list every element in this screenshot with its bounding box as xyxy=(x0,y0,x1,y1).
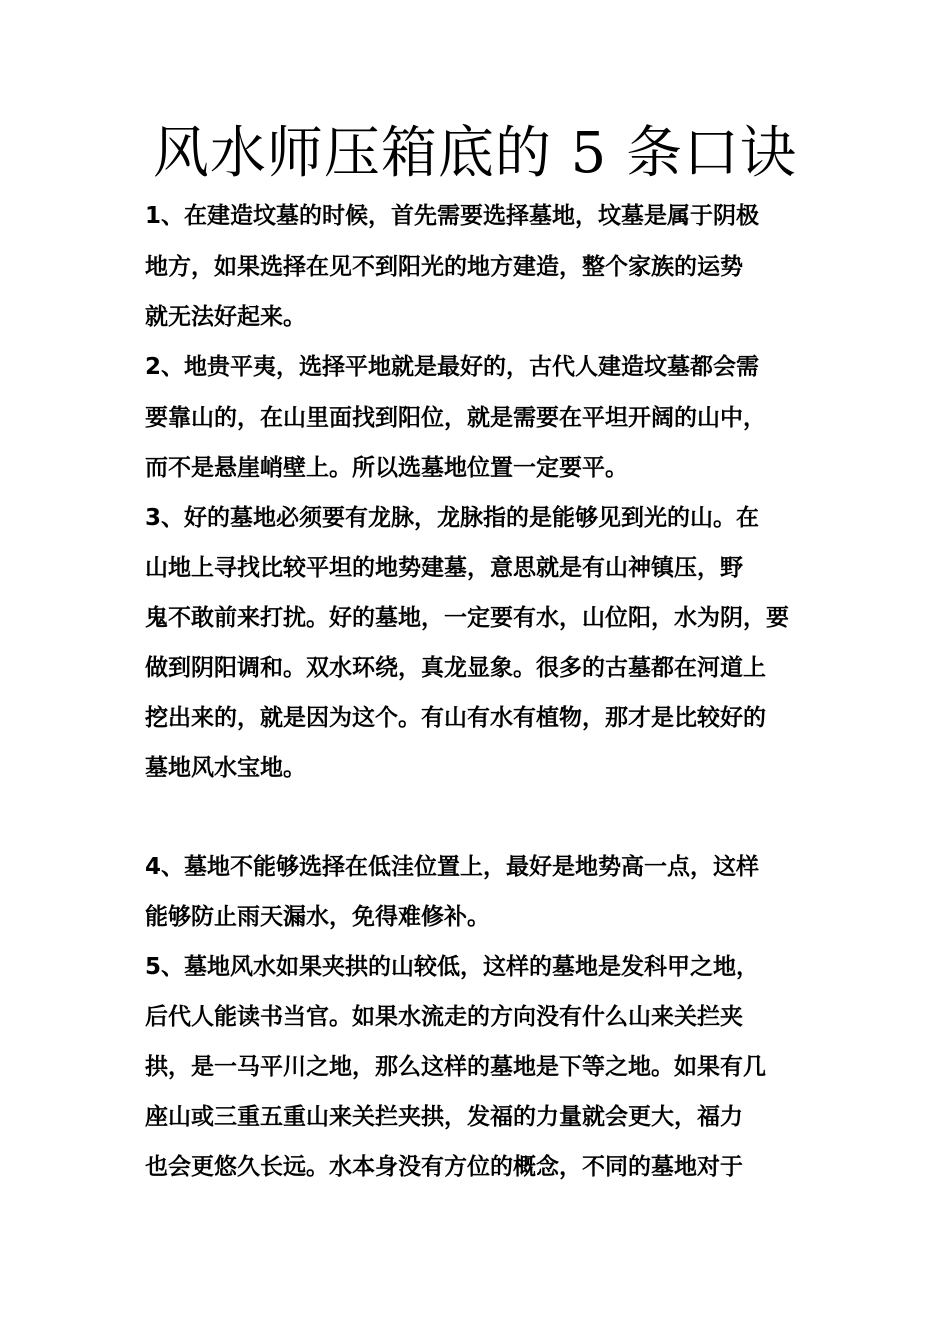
body-line: 挖出来的，就是因为这个。有山有水有植物，那才是比较好的 xyxy=(145,705,766,731)
body-line: 能够防止雨天漏水，免得难修补。 xyxy=(145,904,490,930)
body-line: 做到阴阳调和。双水环绕，真龙显象。很多的古墓都在河道上 xyxy=(145,655,766,681)
body-line: 拱，是一马平川之地，那么这样的墓地是下等之地。如果有几 xyxy=(145,1054,766,1080)
body-line: 山地上寻找比较平坦的地势建墓，意思就是有山神镇压，野 xyxy=(145,555,743,581)
document-title: 风水师压箱底的 5 条口诀 xyxy=(152,121,798,186)
body-line: 4、墓地不能够选择在低洼位置上，最好是地势高一点，这样 xyxy=(145,854,760,880)
body-line: 地方，如果选择在见不到阳光的地方建造，整个家族的运势 xyxy=(145,254,743,280)
body-line: 墓地风水宝地。 xyxy=(145,755,306,781)
body-line: 座山或三重五重山来关拦夹拱，发福的力量就会更大，福力 xyxy=(145,1104,743,1130)
body-line: 鬼不敢前来打扰。好的墓地，一定要有水，山位阳，水为阴，要 xyxy=(145,605,789,631)
body-line: 后代人能读书当官。如果水流走的方向没有什么山来关拦夹 xyxy=(145,1004,743,1030)
body-line: 而不是悬崖峭壁上。所以选墓地位置一定要平。 xyxy=(145,455,628,481)
body-line: 也会更悠久长远。水本身没有方位的概念，不同的墓地对于 xyxy=(145,1154,743,1180)
body-line: 5、墓地风水如果夹拱的山较低，这样的墓地是发科甲之地， xyxy=(145,954,760,980)
body-line: 2、地贵平夷，选择平地就是最好的，古代人建造坟墓都会需 xyxy=(145,354,760,380)
body-line: 3、好的墓地必须要有龙脉，龙脉指的是能够见到光的山。在 xyxy=(145,505,760,531)
body-line: 1、在建造坟墓的时候，首先需要选择墓地，坟墓是属于阴极 xyxy=(145,203,760,229)
body-line: 要靠山的，在山里面找到阳位，就是需要在平坦开阔的山中， xyxy=(145,405,766,431)
body-line: 就无法好起来。 xyxy=(145,304,306,330)
